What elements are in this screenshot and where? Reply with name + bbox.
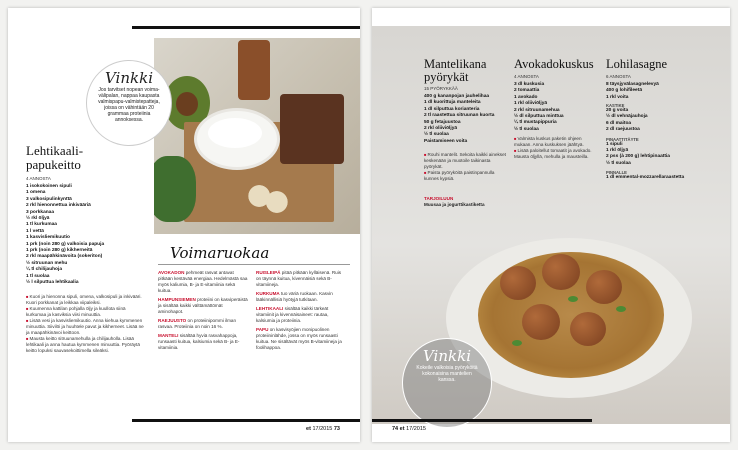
list-item: 1 dl silputtua korianteria xyxy=(424,106,480,112)
ingredient-list xyxy=(606,82,716,101)
list-item: 400 g kananpojan jauhelihaa xyxy=(424,94,490,99)
list-item: ■ Kuori ja hienonna sipuli, omena, valkosipuli ja inkivääri. Kuori porkkanat ja leikkaa viipaleiksi. xyxy=(26,294,144,306)
list-item: 2 dl raejuustoa xyxy=(606,127,640,133)
keyword: AVOKADON xyxy=(158,270,185,275)
meatball xyxy=(586,270,622,304)
tip-text: Kokeile valkoisia pyöryköitä kokonaisina mantelien kanssa. xyxy=(416,365,478,383)
list-item: 1 l vettä xyxy=(26,228,44,234)
herb xyxy=(512,340,522,346)
rye-bread xyxy=(280,94,344,164)
tip-text: Jos tarvitset nopean voima-välipalan, nappaa kaupasta valmispapu-valmistepatteja, joissa on vähintään 20 grammaa proteiinia annoksessa. xyxy=(98,87,160,123)
keyword: HAMPUNSIEMEN xyxy=(158,297,196,302)
article-paragraph xyxy=(256,291,346,303)
bottom-rule xyxy=(372,419,592,422)
meatball xyxy=(500,266,536,300)
article-paragraph xyxy=(256,306,346,324)
herb xyxy=(616,306,626,312)
article-rule xyxy=(158,264,350,265)
list-item: ½ tl suolaa xyxy=(514,126,539,132)
list-item: 1 dl emmental-mozzarellaraastetta xyxy=(606,175,685,181)
list-item: ■ Mausta keitto sitruunamehulla ja chilijauholla. Lisää lehtikaali ja anna hautua kymmenen minuuttia. Pyöräytä keitto lopuksi sauvasekoittimella sileäksi. xyxy=(26,336,144,354)
meatball xyxy=(522,304,560,340)
tip-title: Vinkki xyxy=(104,69,153,87)
method-steps xyxy=(514,136,600,160)
page-folio: 74 et 17/2015 xyxy=(392,426,426,432)
paragraph-text: pitää pitkään kylläisenä. Ruis on täynnä kuitua, kivennäisiä sekä B-vitamiineja. xyxy=(256,270,342,287)
top-rule xyxy=(132,26,360,29)
list-item: ½ rkl öljyä xyxy=(26,216,50,222)
keyword: RUISLEIPÄ xyxy=(256,270,281,275)
keyword: LEHTIKAALI xyxy=(256,306,284,311)
list-item: 400 g lohifileetä xyxy=(606,88,642,94)
tip-title: Vinkki xyxy=(422,347,471,365)
list-item: 6 dl maitoa xyxy=(606,120,632,126)
list-item: 50 g fetajuustoa xyxy=(424,119,461,125)
article-paragraph xyxy=(158,333,248,351)
list-item: ■ Rouhi mantelit. Sekoita kaikki ainekset keskenään ja muotoile taikinasta pyörykät. xyxy=(424,152,506,170)
article-column-1 xyxy=(158,270,248,354)
list-item: 1 tl kurkumaa xyxy=(26,222,57,228)
article-title: Voimaruokaa xyxy=(170,244,270,262)
list-item: Paistamiseen voita xyxy=(424,138,468,144)
list-item: ½ dl silputtua minttua xyxy=(514,114,564,120)
list-item: 1 avokado xyxy=(514,94,538,100)
keyword: PAPU xyxy=(256,327,269,332)
paragraph-text: pehmeät rasvat antavat pitkään kestävää energiaa. Hedelmästä saa myös kaliumia, B- ja E-vitamiinia sekä kuitua. xyxy=(158,270,248,293)
list-item: ¼ tl chilijauhoja xyxy=(26,267,62,273)
kale-greens xyxy=(154,156,196,222)
list-item: 2 pss (à 200 g) lehtipinaattia xyxy=(606,154,670,160)
article-paragraph xyxy=(158,318,248,330)
list-item: 1 rkl öljyä xyxy=(606,148,629,154)
list-item: ½ l silputtua lehtikaalia xyxy=(26,280,79,286)
list-item: ½ tl suolaa xyxy=(606,160,631,166)
section-label: PINAATTITÄYTE xyxy=(606,136,639,142)
article-paragraph xyxy=(158,270,248,294)
ingredient-list xyxy=(606,175,716,181)
paragraph-text: on proteiinipommi ilman rasvaa. Proteiinia on noin 16 %. xyxy=(158,318,237,329)
list-item: 2 tl raastettua sitruunan kuorta xyxy=(424,113,495,119)
list-item: ■ Lisää paloitellut tomaatit ja avokado. Mausta öljyllä, mehulla ja mausteilla. xyxy=(514,148,600,160)
ingredient-list xyxy=(424,94,506,145)
herb xyxy=(568,296,578,302)
keyword: RAEJUUSTO xyxy=(158,318,187,323)
beans xyxy=(246,184,290,214)
list-item: ½ sitruunan mehu xyxy=(26,260,68,266)
article-column-2 xyxy=(256,270,346,354)
servings: 4 ANNOSTA xyxy=(26,176,51,181)
list-item: 1 omena xyxy=(26,190,46,196)
article-paragraph xyxy=(256,270,346,288)
list-item: 1 tl suolaa xyxy=(26,273,50,279)
list-item: ½ dl vehnäjauhoja xyxy=(606,114,648,120)
list-item: 1 kasvisliemikuutio xyxy=(26,235,70,241)
page-folio: et 17/2015 73 xyxy=(306,426,340,432)
list-item: ¼ tl mustapippuria xyxy=(514,120,557,126)
servings: 6 ANNOSTA xyxy=(606,74,631,79)
list-item: ■ Kuumenna kattilan pohjalla öljy ja kuullota siinä kurkumaa ja kasviksia viisi minuuttia. xyxy=(26,306,144,318)
ingredient-list xyxy=(514,82,600,133)
keyword: KURKUMA xyxy=(256,291,280,296)
meatball xyxy=(542,254,580,290)
recipe-title: Avokadokuskus xyxy=(514,57,594,71)
list-item: 1 rkl oliiviöljyä xyxy=(514,101,548,107)
list-item: 2 rkl oliiviöljyä xyxy=(424,126,458,132)
list-item: ■ Lisää vesi ja kasvisliemikuutio. Anna kiehua kymmenen minuuttia. Siivilöi ja huuhtele pavut ja kikherneet. Lisää ne ja maapähkinävoi keittoon. xyxy=(26,318,144,336)
list-item: 3 porkkanaa xyxy=(26,209,54,215)
recipe-title: Mantelikana pyörykät xyxy=(424,57,487,84)
meatball xyxy=(570,312,606,346)
food-photo xyxy=(154,38,360,234)
paragraph-text: proteiini on kasviperäistä ja sisältää kaikki välttämättömät aminohapot. xyxy=(158,297,248,314)
paragraph-text: sisältää hyviä rasvahappoja, runsaasti kuitua, kalsiumia sekä B- ja E-vitamiinia. xyxy=(158,333,240,350)
list-item: 1 rkl voita xyxy=(606,94,629,100)
cottage-cheese xyxy=(208,118,262,148)
lasagne-sections xyxy=(606,100,716,182)
list-item: 3 valkosipulinkynttä xyxy=(26,196,72,202)
recipe-title: Lohilasagne xyxy=(606,57,668,71)
article-paragraph xyxy=(256,327,346,351)
method-steps xyxy=(26,294,144,354)
right-page xyxy=(372,8,730,442)
list-item: ■ Paista pyöryköitä paistinpannulla kunnes kypsiä. xyxy=(424,170,506,182)
list-item: 1 isokokoinen sipuli xyxy=(26,184,72,189)
left-page xyxy=(8,8,360,442)
keyword: MANTELI xyxy=(158,333,179,338)
article-paragraph xyxy=(158,297,248,315)
list-item: 2 tomaattia xyxy=(514,88,540,94)
servings: 15 PYÖRYKKÄÄ xyxy=(424,86,458,91)
method-steps xyxy=(424,152,506,182)
spice-jar xyxy=(238,40,270,100)
list-item: 8 täysjyvälasagnelevyä xyxy=(606,82,659,87)
section-label: KASTIKE xyxy=(606,103,625,108)
servings: 4 ANNOSTA xyxy=(514,74,539,79)
paragraph-text: sisältää kaikki tärkeät vitamiinit ja kivennäisaineet: rautaa, kalsiumia ja proteiinia. xyxy=(256,306,329,323)
list-item: 1 prk (noin 280 g) valkoisia papuja xyxy=(26,241,105,247)
list-item: 3 dl kuskusia xyxy=(514,82,545,87)
list-item: 2 rkl maapähkinävoita (sokeriton) xyxy=(26,254,103,260)
tip-circle xyxy=(86,60,172,146)
bottom-rule xyxy=(132,419,360,422)
list-item: 1 prk (noin 280 g) kikherneitä xyxy=(26,248,93,254)
ingredient-list xyxy=(26,184,146,287)
ingredient-list xyxy=(606,142,716,168)
paragraph-text: on kasvisyöjien monipuolinen proteiininlähde, jossa on myös runsaasti kuitua. Ne sisältävät myös B-vitamiineja ja foolihappoa. xyxy=(256,327,342,350)
ingredient-list xyxy=(606,108,716,134)
list-item: ½ tl suolaa xyxy=(424,132,449,138)
list-item: 1 sipuli xyxy=(606,141,623,147)
tip-circle xyxy=(402,338,492,428)
section-label: PINNALLE xyxy=(606,170,627,176)
serving-note: TARJOILUUN Muusaa ja jogurttikastiketta xyxy=(424,196,485,207)
list-item: 2 rkl sitruunamehua xyxy=(514,107,560,113)
list-item: 2 rkl hienonnettua inkivääriä xyxy=(26,203,91,209)
list-item: 20 g voita xyxy=(606,108,629,113)
list-item: ■ Valmista kuskus paketin ohjeen mukaan. Anna kuskuksen jäähtyä. xyxy=(514,136,600,148)
paragraph-text: tuo väriä ruokaan. Kasvin lääkinnällisiä hyötyjä tutkitaan. xyxy=(256,291,333,302)
recipe-title: Lehtikaali- papukeitto xyxy=(26,143,84,172)
list-item: 1 dl kuorittuja manteleita xyxy=(424,100,481,106)
